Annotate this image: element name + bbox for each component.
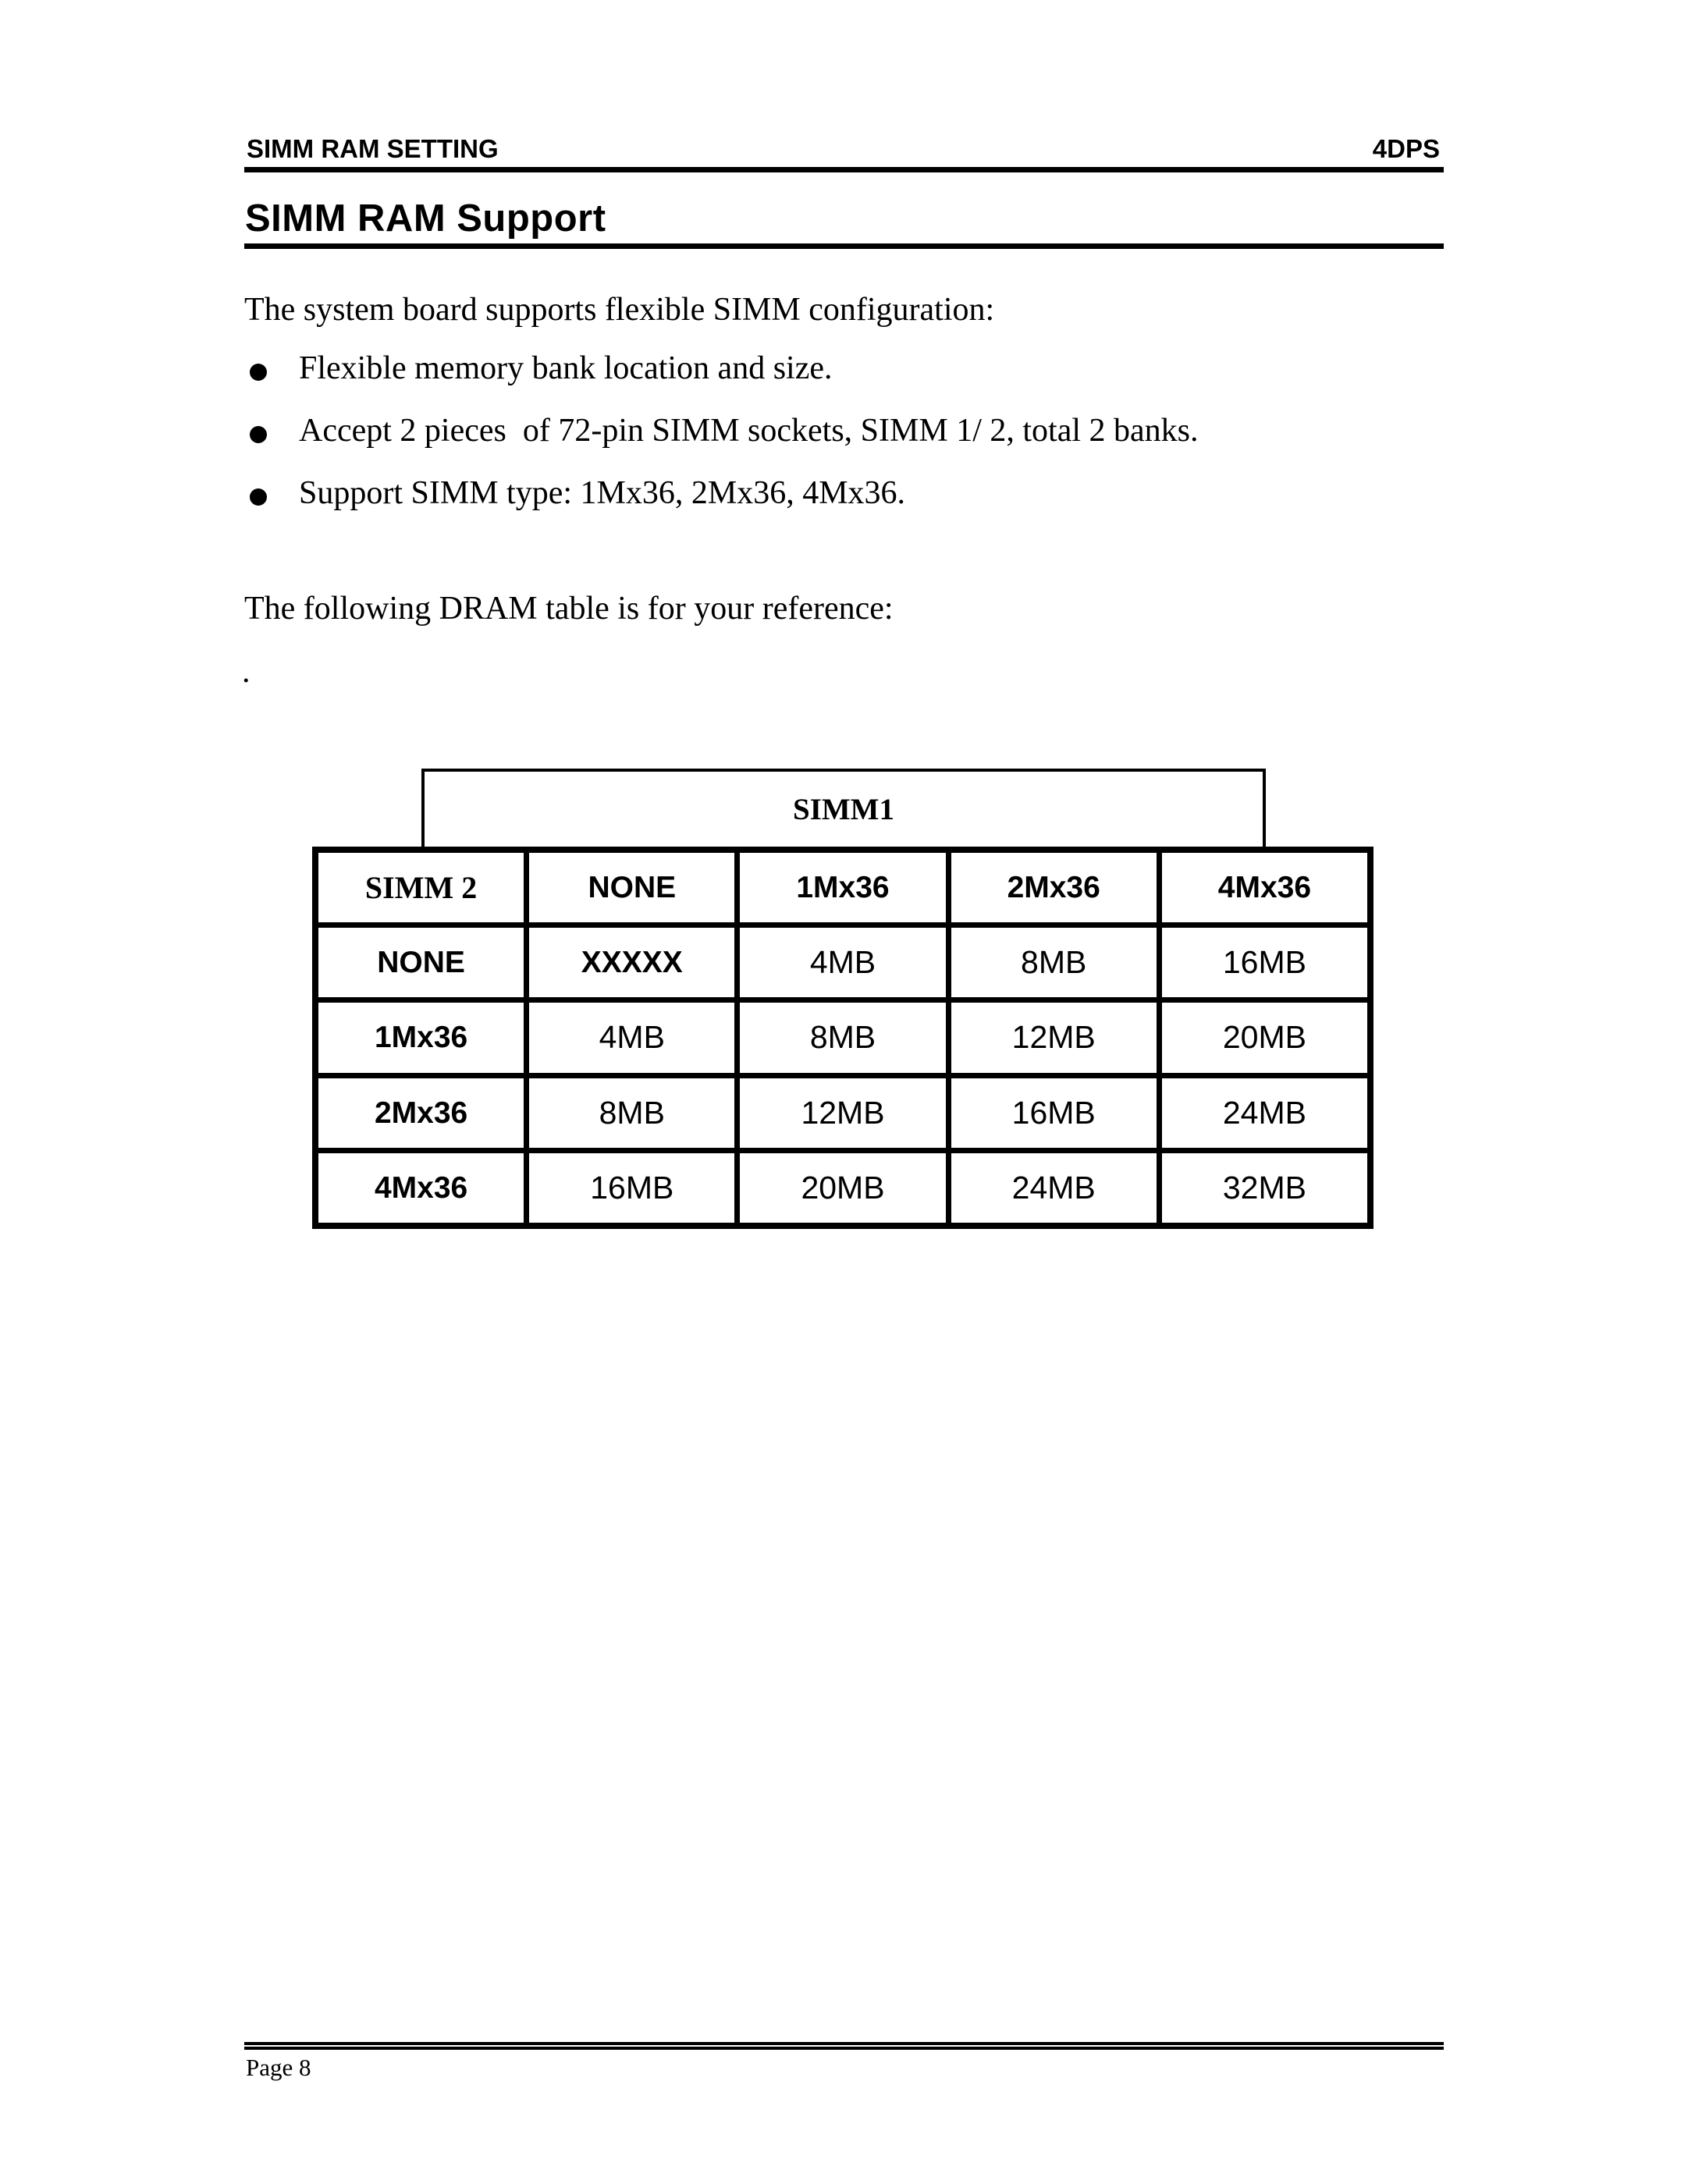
table-row-label: 2Mx36 xyxy=(318,1078,524,1148)
table-cell: 16MB xyxy=(1162,928,1367,997)
page-number: Page 8 xyxy=(246,2054,311,2081)
table-corner-header: SIMM 2 xyxy=(318,853,524,922)
bullet-icon xyxy=(250,488,267,506)
table-cell: 24MB xyxy=(1162,1078,1367,1148)
table-cell: 20MB xyxy=(740,1153,945,1223)
table-col-header: 4Mx36 xyxy=(1162,853,1367,922)
table-row-label: 4Mx36 xyxy=(318,1153,524,1223)
table-cell: XXXXX xyxy=(529,928,734,997)
table-row-label: 1Mx36 xyxy=(318,1003,524,1072)
table-cell: 32MB xyxy=(1162,1153,1367,1223)
table-cell: 16MB xyxy=(529,1153,734,1223)
table-cell: 8MB xyxy=(529,1078,734,1148)
table-intro-paragraph: The following DRAM table is for your reference: xyxy=(244,591,894,627)
table-cell: 20MB xyxy=(1162,1003,1367,1072)
table-cell: 12MB xyxy=(951,1003,1157,1072)
title-rule xyxy=(244,243,1444,249)
stray-period: . xyxy=(242,654,251,690)
bullet-item: Accept 2 pieces of 72-pin SIMM sockets, SIMM 1/ 2, total 2 banks. xyxy=(299,413,1199,449)
simm1-span-header-label: SIMM1 xyxy=(793,792,894,826)
bullet-item: Support SIMM type: 1Mx36, 2Mx36, 4Mx36. xyxy=(299,475,906,511)
header-rule xyxy=(244,167,1444,172)
table-col-header: 1Mx36 xyxy=(740,853,945,922)
footer-double-rule xyxy=(244,2042,1444,2050)
table-col-header: NONE xyxy=(529,853,734,922)
table-cell: 24MB xyxy=(951,1153,1157,1223)
table-col-header: 2Mx36 xyxy=(951,853,1157,922)
running-header-right: 4DPS xyxy=(1372,134,1440,163)
dram-table xyxy=(312,847,1373,1229)
running-header-left: SIMM RAM SETTING xyxy=(247,134,499,163)
bullet-icon xyxy=(250,426,267,443)
table-cell: 4MB xyxy=(529,1003,734,1072)
intro-paragraph: The system board supports flexible SIMM configuration: xyxy=(244,292,995,328)
table-cell: 8MB xyxy=(951,928,1157,997)
page-title: SIMM RAM Support xyxy=(245,197,606,240)
table-row-label: NONE xyxy=(318,928,524,997)
table-cell: 8MB xyxy=(740,1003,945,1072)
table-cell: 4MB xyxy=(740,928,945,997)
simm1-span-header-box xyxy=(421,769,1266,847)
bullet-item: Flexible memory bank location and size. xyxy=(299,350,833,386)
table-cell: 12MB xyxy=(740,1078,945,1148)
bullet-icon xyxy=(250,364,267,381)
table-cell: 16MB xyxy=(951,1078,1157,1148)
